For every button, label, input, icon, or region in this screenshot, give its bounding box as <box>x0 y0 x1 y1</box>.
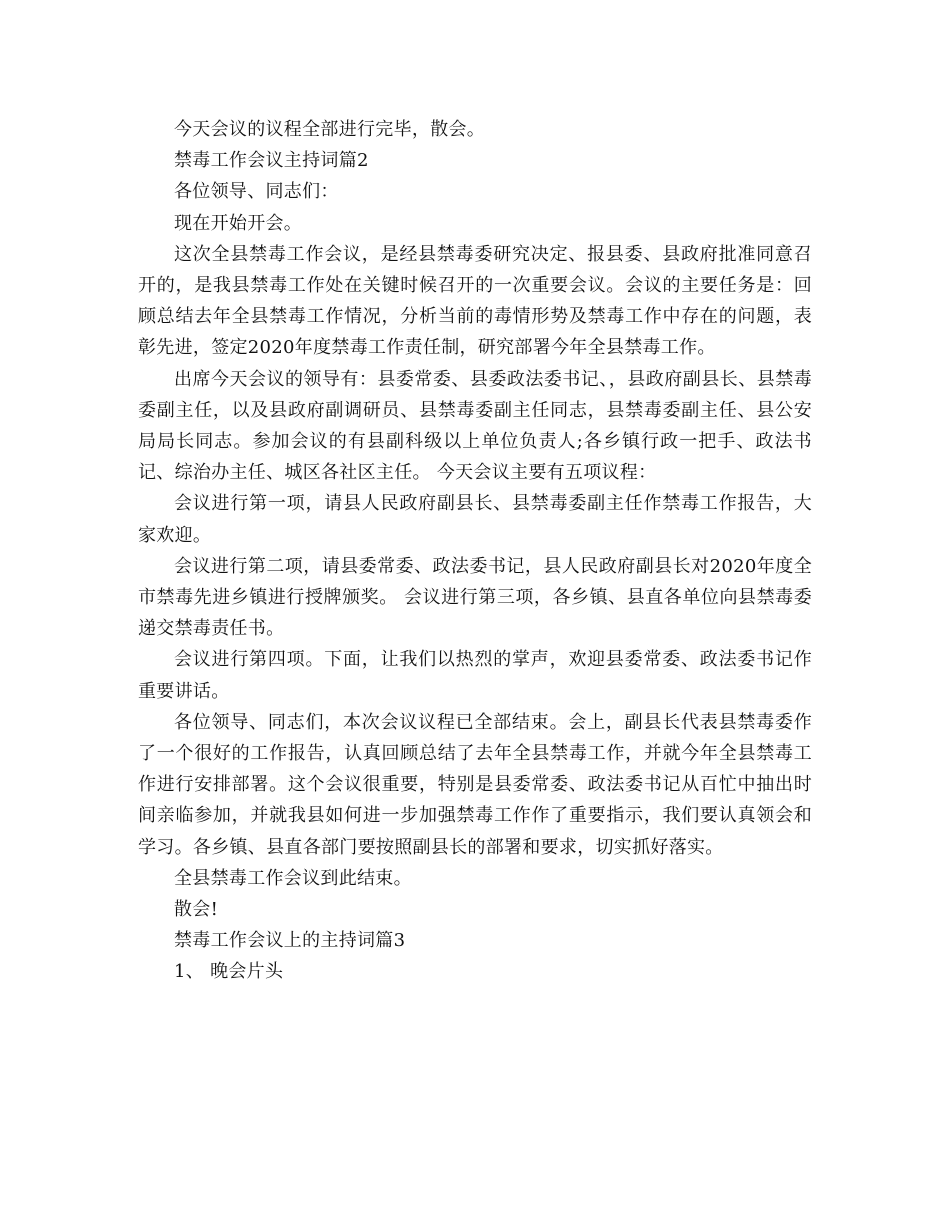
closing-line: 今天会议的议程全部进行完毕，散会。 <box>174 119 486 140</box>
paragraph-purpose: 这次全县禁毒工作会议，是经县禁毒委研究决定、报县委、县政府批准同意召开的，是我县禁毒工作处在关键时候召开的一次重要会议。会议的主要任务是：回顾总结去年全县禁毒工作情况，分析当前的毒情形势及禁毒工作中存在的问题，表彰先进，签定2020年度禁毒工作责任制，研究部署今年全县禁毒工作。 <box>138 243 812 359</box>
paragraph-agenda-4: 会议进行第四项。下面，让我们以热烈的掌声，欢迎县委常委、政法委书记作重要讲话。 <box>138 649 812 702</box>
salutation: 各位领导、同志们： <box>174 181 339 203</box>
paragraph-agenda-2-3: 会议进行第二项，请县委常委、政法委书记，县人民政府副县长对2020年度全市禁毒先进乡镇进行授牌颁奖。 会议进行第三项，各乡镇、县直各单位向县禁毒委递交禁毒责任书。 <box>138 555 812 640</box>
paragraph-attendees: 出席今天会议的领导有：县委常委、县委政法委书记、，县政府副县长、县禁毒委副主任，以及县政府副调研员、县禁毒委副主任同志，县禁毒委副主任、县公安局局长同志。参加会议的有县副科级以上单位负责人;各乡镇行政一把手、政法书记、综治办主任、城区各社区主任。 今天会议主要有五项议程： <box>138 368 812 484</box>
section-heading-2: 禁毒工作会议主持词篇2 <box>174 150 369 172</box>
paragraph-agenda-1: 会议进行第一项，请县人民政府副县长、县禁毒委副主任作禁毒工作报告，大家欢迎。 <box>138 493 812 546</box>
section-heading-3: 禁毒工作会议上的主持词篇3 <box>174 930 406 952</box>
list-item-1: 1、 晚会片头 <box>174 961 284 983</box>
document-body <box>138 114 812 988</box>
paragraph-summary: 各位领导、同志们，本次会议议程已全部结束。会上，副县长代表县禁毒委作了一个很好的工作报告，认真回顾总结了去年全县禁毒工作，并就今年全县禁毒工作进行安排部署。这个会议很重要，特别是县委常委、政法委书记从百忙中抽出时间亲临参加，并就我县如何进一步加强禁毒工作作了重要指示，我们要认真领会和学习。各乡镇、县直各部门要按照副县长的部署和要求，切实抓好落实。 <box>138 711 812 858</box>
paragraph-adjourn: 散会! <box>174 899 219 921</box>
paragraph-conclusion: 全县禁毒工作会议到此结束。 <box>174 867 412 889</box>
opening-line: 现在开始开会。 <box>174 212 303 234</box>
